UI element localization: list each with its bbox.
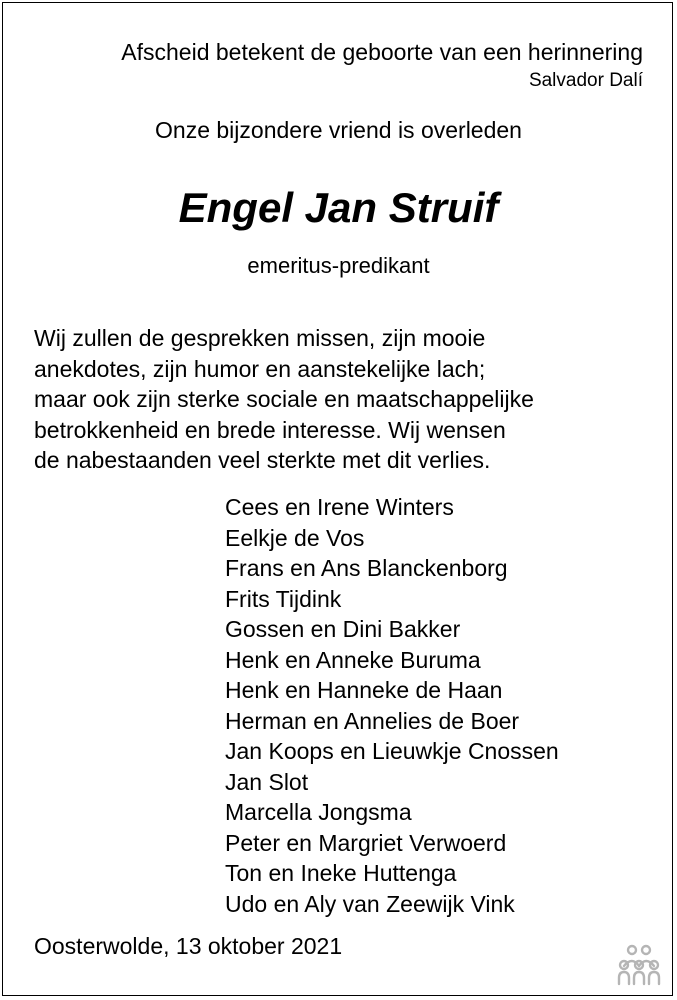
signatory: Jan Slot: [225, 768, 309, 795]
signatory: Jan Koops en Lieuwkje Cnossen: [225, 738, 559, 764]
message-line: Wij zullen de gesprekken missen, zijn mooie: [34, 325, 486, 351]
message-line: betrokkenheid en brede interesse. Wij wensen: [34, 416, 506, 443]
intro-text: Onze bijzondere vriend is overleden: [155, 117, 522, 143]
message-line: anekdotes, zijn humor en aanstekelijke lach;: [34, 355, 486, 382]
quote-text: Afscheid betekent de geboorte van een herinnering: [121, 39, 643, 65]
signatory: Udo en Aly van Zeewijk Vink: [225, 890, 515, 917]
signatory: Marcella Jongsma: [225, 799, 412, 825]
message-line: maar ook zijn sterke sociale en maatschappelijke: [34, 386, 534, 412]
signatory: Cees en Irene Winters: [225, 494, 454, 520]
signatory-list: [225, 492, 559, 919]
place-date: Oosterwolde, 13 oktober 2021: [34, 933, 343, 959]
signatory: Henk en Anneke Buruma: [225, 646, 481, 673]
signatory: Ton en Ineke Huttenga: [225, 860, 457, 886]
signatory: Gossen en Dini Bakker: [225, 616, 461, 642]
signatory: Herman en Annelies de Boer: [225, 707, 520, 734]
group-of-people-icon: [617, 944, 661, 986]
signatory: Frits Tijdink: [225, 585, 342, 612]
quote-author: Salvador Dalí: [528, 70, 643, 91]
signatory: Frans en Ans Blanckenborg: [225, 555, 508, 581]
condolence-message: [34, 323, 654, 476]
message-line: de nabestaanden veel sterkte met dit verlies.: [34, 447, 491, 473]
signatory: Henk en Hanneke de Haan: [225, 677, 503, 703]
signatory: Peter en Margriet Verwoerd: [225, 829, 507, 856]
signatory: Eelkje de Vos: [225, 524, 365, 551]
deceased-name: Engel Jan Struif: [178, 184, 499, 231]
deceased-title: emeritus-predikant: [247, 253, 430, 278]
